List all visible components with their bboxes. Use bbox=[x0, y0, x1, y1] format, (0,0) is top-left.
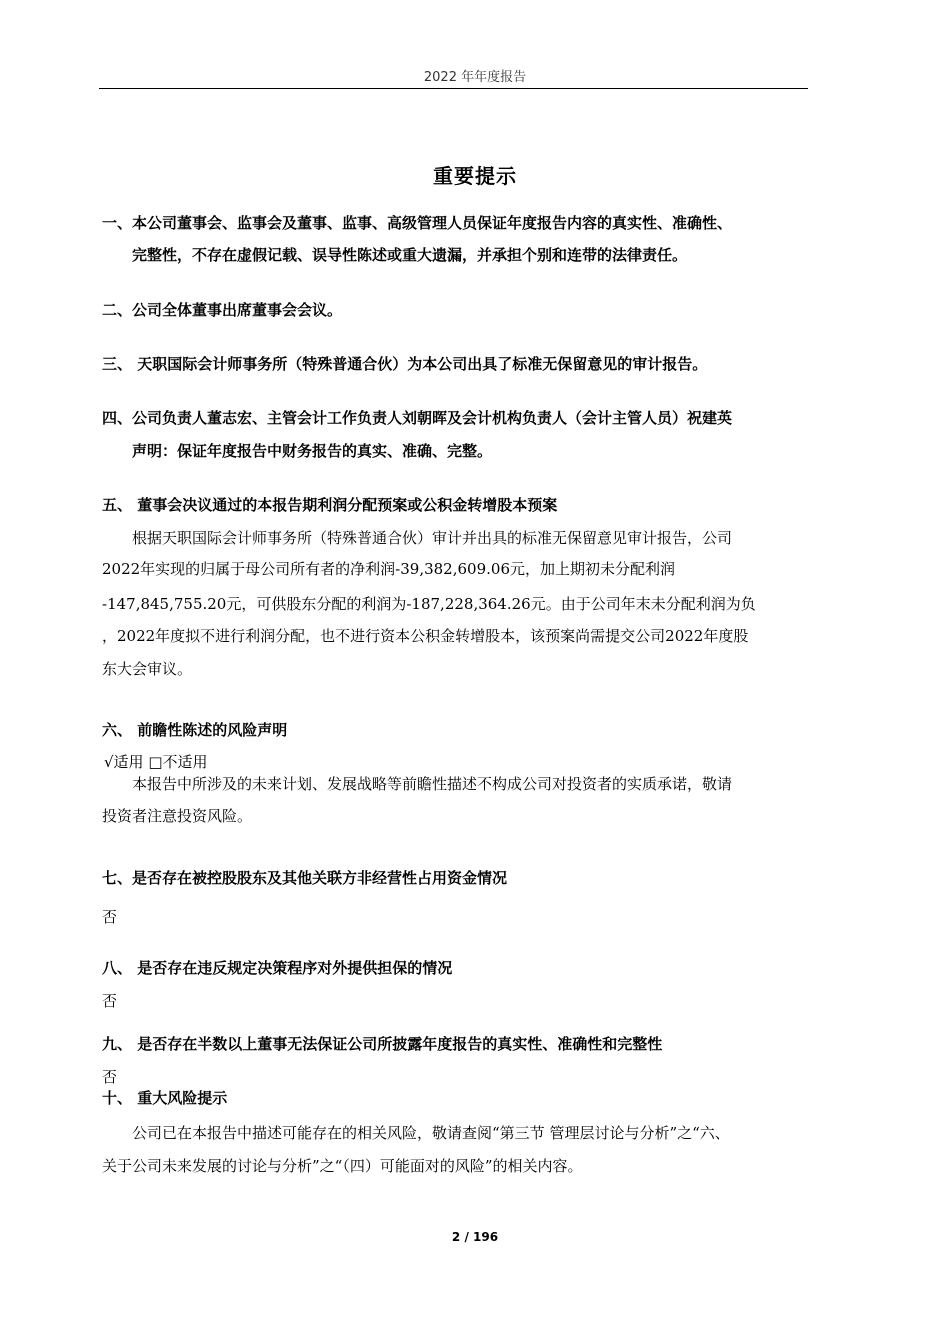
item-8-heading: 八、 是否存在违反规定决策程序对外提供担保的情况 bbox=[102, 959, 453, 977]
item-5-heading: 五、 董事会决议通过的本报告期利润分配预案或公积金转增股本预案 bbox=[102, 496, 558, 514]
item-5-paragraph-line-1: 根据天职国际会计师事务所（特殊普通合伙）审计并出具的标准无保留意见审计报告，公司 bbox=[132, 529, 733, 547]
item-10-heading: 十、 重大风险提示 bbox=[102, 1089, 228, 1107]
item-5-paragraph-line-3: -147,845,755.20元，可供股东分配的利润为-187,228,364.26元。由于公司年末未分配利润为负 bbox=[102, 595, 756, 613]
item-6-paragraph-line-1: 本报告中所涉及的未来计划、发展战略等前瞻性描述不构成公司对投资者的实质承诺，敬请 bbox=[132, 775, 733, 793]
item-2-line-1: 二、公司全体董事出席董事会会议。 bbox=[102, 301, 343, 319]
item-5-paragraph-line-2: 2022年实现的归属于母公司所有者的净利润-39,382,609.06元，加上期初未分配利润 bbox=[102, 560, 675, 578]
item-7-answer: 否 bbox=[102, 908, 118, 926]
item-5-paragraph-line-5: 东大会审议。 bbox=[102, 660, 193, 678]
item-9-answer: 否 bbox=[102, 1068, 118, 1086]
item-1-line-2: 完整性，不存在虚假记载、误导性陈述或重大遗漏，并承担个别和连带的法律责任。 bbox=[132, 246, 688, 264]
item-6-heading: 六、 前瞻性陈述的风险声明 bbox=[102, 721, 288, 739]
item-10-paragraph-line-2: 关于公司未来发展的讨论与分析”之“（四）可能面对的风险”的相关内容。 bbox=[102, 1157, 583, 1175]
header-divider bbox=[99, 88, 808, 89]
item-4-line-2: 声明：保证年度报告中财务报告的真实、准确、完整。 bbox=[132, 442, 493, 460]
item-7-heading: 七、是否存在被控股股东及其他关联方非经营性占用资金情况 bbox=[102, 869, 508, 887]
item-6-paragraph-line-2: 投资者注意投资风险。 bbox=[102, 807, 253, 825]
applicability-checkbox-line: √适用 □不适用 bbox=[104, 753, 208, 771]
running-header: 2022 年年度报告 bbox=[423, 70, 527, 85]
item-4-line-1: 四、公司负责人董志宏、主管会计工作负责人刘朝晖及会计机构负责人（会计主管人员）祝建英 bbox=[102, 409, 733, 427]
page-number: 2 / 196 bbox=[451, 1230, 499, 1244]
item-3-line-1: 三、 天职国际会计师事务所（特殊普通合伙）为本公司出具了标准无保留意见的审计报告。 bbox=[102, 355, 708, 373]
item-10-paragraph-line-1: 公司已在本报告中描述可能存在的相关风险，敬请查阅“第三节 管理层讨论与分析”之“六、 bbox=[132, 1124, 730, 1142]
item-1-line-1: 一、本公司董事会、监事会及董事、监事、高级管理人员保证年度报告内容的真实性、准确性、 bbox=[102, 214, 733, 232]
item-8-answer: 否 bbox=[102, 992, 118, 1010]
page-title: 重要提示 bbox=[433, 164, 517, 188]
item-9-heading: 九、 是否存在半数以上董事无法保证公司所披露年度报告的真实性、准确性和完整性 bbox=[102, 1035, 663, 1053]
item-5-paragraph-line-4: ，2022年度拟不进行利润分配，也不进行资本公积金转增股本，该预案尚需提交公司2022年度股 bbox=[102, 627, 749, 645]
